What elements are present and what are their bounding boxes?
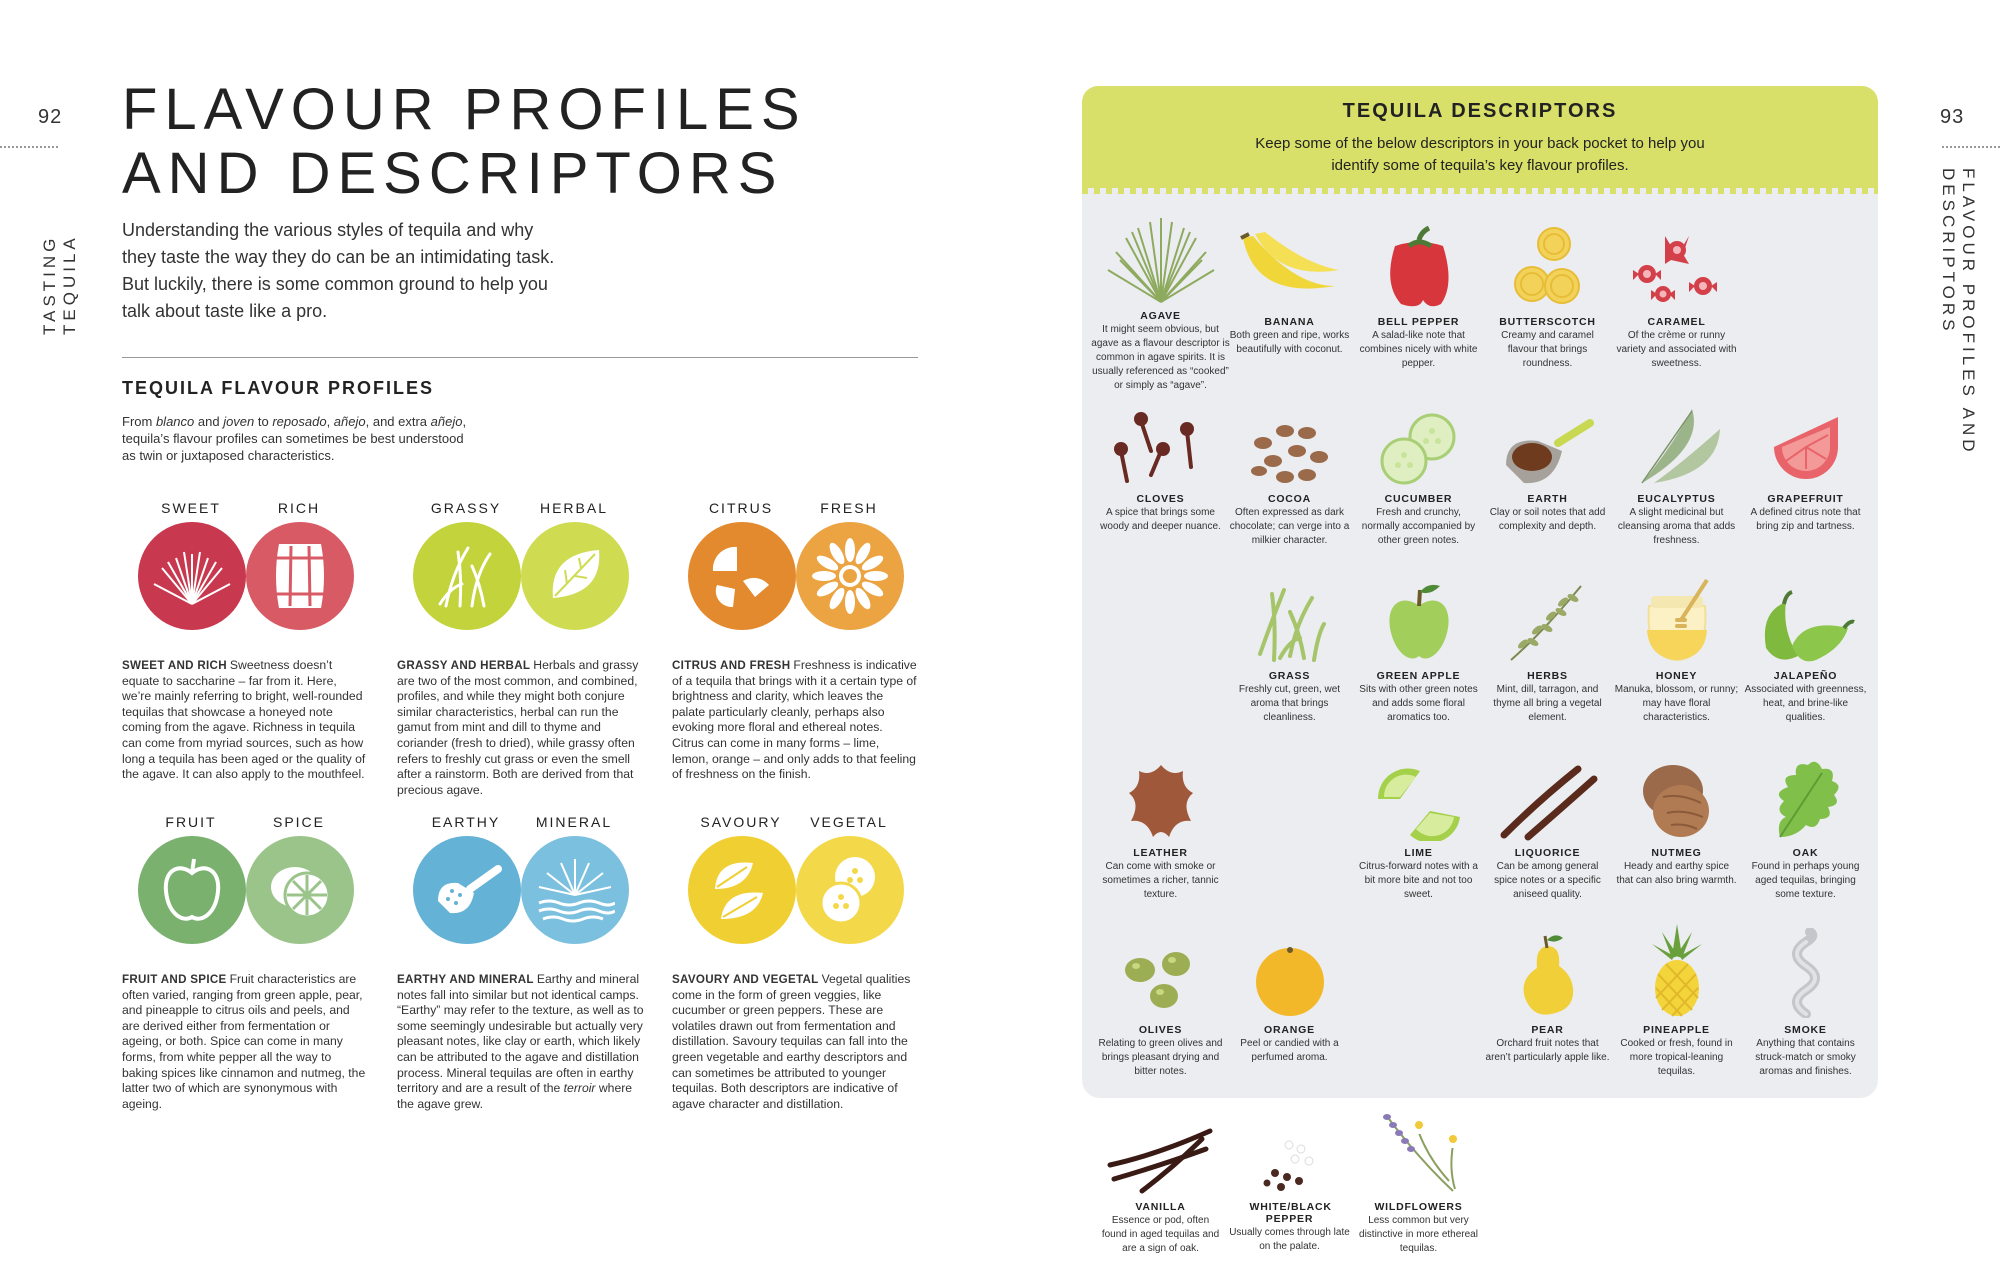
descriptor-name: OAK <box>1792 847 1819 859</box>
grassy-circle <box>413 522 521 630</box>
page-number-right: 93 <box>1940 106 1965 128</box>
oak-leaf-icon <box>1766 757 1846 841</box>
descriptor-name: EUCALYPTUS <box>1637 493 1716 505</box>
profile-description: FRUIT AND SPICE Fruit characteristics are often varied, ranging from green apple, pear, and pineapple to citrus oils and peels, and are derived either from fermentation or ageing, or both. Spice can come in many forms, from white pepper all the way to baking spices like cinnamon and nutmeg, the latter two of which are synonymous with ageing. <box>122 972 366 1111</box>
panel-subtitle: Keep some of the below descriptors in your back pocket to help you identify some of tequila’s key flavour profiles. <box>1255 135 1705 174</box>
side-label-right: FLAVOUR PROFILES AND DESCRIPTORS <box>1939 168 1978 456</box>
leather-icon <box>1121 761 1201 841</box>
descriptors-panel <box>1082 86 1878 1254</box>
descriptor-description: A spice that brings some woody and deeper nuance. <box>1100 507 1221 532</box>
descriptor-description: Sits with other green notes and adds some floral aromatics too. <box>1359 684 1478 723</box>
profile-label-herbal: HERBAL <box>539 500 609 516</box>
descriptor-name: WILDFLOWERS <box>1374 1201 1463 1213</box>
descriptor-caramel <box>1612 214 1741 391</box>
descriptor-nutmeg <box>1612 745 1741 922</box>
orange-icon <box>1250 938 1330 1018</box>
grass-icon <box>1250 584 1330 664</box>
descriptor-pear <box>1483 922 1612 1099</box>
descriptor-name: HERBS <box>1527 670 1568 682</box>
panel-header <box>1082 86 1878 188</box>
descriptor-name: ORANGE <box>1264 1024 1315 1036</box>
profile-description: SAVOURY AND VEGETAL Vegetal qualities come in the form of green veggies, like cucumber or green peppers. These are volatiles drawn out from fermentation and distillation. Savoury tequilas can fall into the green vegetable and earthy descriptors and can sometimes be attributed to younger tequilas. Both descriptors are indicative of agave character and distillation. <box>672 972 911 1111</box>
green-apple-icon <box>1384 580 1454 664</box>
section-divider <box>122 357 918 358</box>
bell-pepper-icon <box>1379 224 1459 310</box>
citrus-circle <box>688 522 796 630</box>
nutmeg-icon <box>265 857 335 923</box>
mineral-circle <box>521 836 629 944</box>
profile-label-sweet: SWEET <box>161 500 221 516</box>
descriptor-name: CLOVES <box>1136 493 1185 505</box>
descriptor-description: Manuka, blossom, or runny; may have floral characteristics. <box>1614 684 1739 723</box>
descriptor-description: Cooked or fresh, found in more tropical-leaning tequilas. <box>1620 1038 1733 1077</box>
profile-label-fruit: FRUIT <box>165 814 217 830</box>
nutmeg-icon <box>1637 757 1717 841</box>
descriptor-cloves <box>1096 391 1225 568</box>
profile-grassy-herbal <box>397 500 657 798</box>
butterscotch-icon <box>1508 224 1588 310</box>
descriptor-description: Can be among general spice notes or a specific aniseed quality. <box>1494 861 1601 900</box>
herbs-icon <box>1503 582 1593 664</box>
profile-label-fresh: FRESH <box>820 500 878 516</box>
leaf-icon <box>543 544 607 608</box>
herbal-circle <box>521 522 629 630</box>
agave-icon <box>152 546 232 606</box>
spinach-icon <box>707 855 777 925</box>
panel-title: TEQUILA DESCRIPTORS <box>1342 100 1618 122</box>
wildflowers-icon <box>1369 1109 1469 1195</box>
olives-icon <box>1116 942 1206 1018</box>
descriptor-wildflowers <box>1354 1099 1483 1276</box>
descriptor-name: PINEAPPLE <box>1643 1024 1710 1036</box>
descriptor-description: Relating to green olives and brings pleasant drying and bitter notes. <box>1098 1038 1223 1077</box>
descriptor-name: WHITE/BLACK PEPPER <box>1249 1201 1332 1225</box>
descriptor-name: CARAMEL <box>1647 316 1706 328</box>
descriptor-description: Heady and earthy spice that can also bring warmth. <box>1616 861 1737 886</box>
profile-label-earthy: EARTHY <box>431 814 501 830</box>
descriptor-olives <box>1096 922 1225 1099</box>
rich-circle <box>246 522 354 630</box>
title-line-2: AND DESCRIPTORS <box>122 141 784 206</box>
descriptor-description: A defined citrus note that bring zip and tartness. <box>1750 507 1861 532</box>
descriptor-name: BUTTERSCOTCH <box>1499 316 1596 328</box>
panel-header-edge <box>1082 188 1878 194</box>
descriptor-lime <box>1354 745 1483 922</box>
page-number-left: 92 <box>38 106 63 128</box>
caramel-icon <box>1627 230 1727 310</box>
profile-label-citrus: CITRUS <box>708 500 774 516</box>
descriptor-description: Found in perhaps young aged tequilas, bringing some texture. <box>1751 861 1860 900</box>
profile-description: GRASSY AND HERBAL Herbals and grassy are two of the most common, and combined, profiles, and while they might both conjure similar characteristics, herbal can run the gamut from mint and dill to thyme and coriander (fresh to dried), while grassy often refers to freshly cut grass or even the smell after a rainstorm. Both are derived from that precious agave. <box>397 658 639 797</box>
profile-label-rich: RICH <box>277 500 321 516</box>
profile-citrus-fresh <box>672 500 932 783</box>
descriptor-name: LIME <box>1404 847 1433 859</box>
profile-description: CITRUS AND FRESH Freshness is indicative of a tequila that brings with it a certain type of brightness and clarity, which leaves the palate particularly cleanly, perhaps also evoking more floral and ethereal notes. Citrus can come in many forms – lime, lemon, orange – and only adds to that feeling of freshness on the finish. <box>672 658 917 782</box>
descriptor-vanilla <box>1096 1099 1225 1276</box>
descriptor-name: LIQUORICE <box>1514 847 1581 859</box>
descriptor-description: A slight medicinal but cleansing aroma that adds freshness. <box>1617 507 1736 546</box>
vegetal-circle <box>796 836 904 944</box>
descriptor-description: Usually comes through late on the palate. <box>1229 1227 1350 1252</box>
descriptor-name: BANANA <box>1264 316 1315 328</box>
descriptor-description: Associated with greenness, heat, and brine-like qualities. <box>1744 684 1867 723</box>
liquorice-icon <box>1498 761 1598 841</box>
descriptor-description: Peel or candied with a perfumed aroma. <box>1240 1038 1339 1063</box>
savoury-circle <box>688 836 796 944</box>
descriptor-orange <box>1225 922 1354 1099</box>
descriptor-bell-pepper <box>1354 214 1483 391</box>
descriptor-earth <box>1483 391 1612 568</box>
descriptor-name: GRASS <box>1268 670 1311 682</box>
descriptor-name: HONEY <box>1655 670 1698 682</box>
descriptor-description: Anything that contains struck-match or smoky aromas and finishes. <box>1755 1038 1856 1077</box>
descriptor-description: Orchard fruit notes that aren’t particularly apple like. <box>1485 1038 1610 1063</box>
profile-earthy-mineral <box>397 814 657 1112</box>
grapefruit-icon <box>1766 407 1846 487</box>
profile-label-mineral: MINERAL <box>535 814 613 830</box>
citrus-slices-icon <box>707 541 777 611</box>
fruit-circle <box>138 836 246 944</box>
trowel-icon <box>430 859 504 921</box>
descriptor-green-apple <box>1354 568 1483 745</box>
descriptor-name: COCOA <box>1267 493 1312 505</box>
descriptor-smoke <box>1741 922 1870 1099</box>
cucumber-icon <box>1374 411 1464 487</box>
profile-label-vegetal: VEGETAL <box>810 814 888 830</box>
profile-label-grassy: GRASSY <box>430 500 502 516</box>
section-title: TEQUILA FLAVOUR PROFILES <box>122 378 434 398</box>
descriptor-name: GRAPEFRUIT <box>1767 493 1844 505</box>
apple-outline-icon <box>160 855 224 925</box>
descriptor-description: Mint, dill, tarragon, and thyme all bring a vegetal element. <box>1493 684 1602 723</box>
profile-label-savoury: SAVOURY <box>700 814 782 830</box>
barrel-icon <box>269 540 331 612</box>
profile-sweet-rich <box>122 500 382 783</box>
descriptor-name: PEAR <box>1531 1024 1564 1036</box>
descriptor-description: A salad-like note that combines nicely with white pepper. <box>1359 330 1478 369</box>
descriptor-honey <box>1612 568 1741 745</box>
descriptor-banana <box>1225 214 1354 391</box>
descriptor-grass <box>1225 568 1354 745</box>
descriptor-name: EARTH <box>1527 493 1568 505</box>
cocoa-icon <box>1245 417 1335 487</box>
descriptor-eucalyptus <box>1612 391 1741 568</box>
grass-icon <box>432 544 502 608</box>
descriptor-leather <box>1096 745 1225 922</box>
descriptor-description: Freshly cut, green, wet aroma that brings cleanliness. <box>1238 684 1341 723</box>
side-label-left: TASTING TEQUILA <box>40 234 79 335</box>
agave-water-icon <box>535 855 615 925</box>
pineapple-icon <box>1642 922 1712 1018</box>
descriptor-name: AGAVE <box>1140 310 1181 322</box>
banana-icon <box>1235 230 1345 310</box>
descriptor-grid <box>1091 214 1878 1276</box>
intro-paragraph: Understanding the various styles of tequila and why they taste the way they do can be an intimidating task. But luckily, there is some common ground to help you talk about taste like a pro. <box>122 220 555 321</box>
spice-circle <box>246 836 354 944</box>
descriptor-butterscotch <box>1483 214 1612 391</box>
sweet-circle <box>138 522 246 630</box>
descriptor-description: Essence or pod, often found in aged tequilas and are a sign of oak. <box>1101 1215 1220 1254</box>
descriptor-description: Citrus-forward notes with a bit more bite and not too sweet. <box>1359 861 1478 900</box>
descriptor-pineapple <box>1612 922 1741 1099</box>
descriptor-herbs <box>1483 568 1612 745</box>
profile-label-spice: SPICE <box>272 814 325 830</box>
descriptor-description: Both green and ripe, works beautifully with coconut. <box>1229 330 1350 355</box>
descriptor-name: LEATHER <box>1133 847 1188 859</box>
descriptor-cucumber <box>1354 391 1483 568</box>
profile-description: SWEET AND RICH Sweetness doesn’t equate to saccharine – far from it. Here, we’re mainly referring to bright, well-rounded tequilas that showcase a honeyed note coming from the agave. Richness in tequila can come from myriad sources, such as how long a tequila has been aged or the quality of the agave. It can also apply to the mouthfeel. <box>122 658 366 782</box>
honey-icon <box>1637 578 1717 664</box>
descriptor-agave <box>1091 214 1230 391</box>
pear-icon <box>1513 932 1583 1018</box>
descriptor-name: BELL PEPPER <box>1377 316 1460 328</box>
earth-icon <box>1498 417 1598 487</box>
descriptor-description: Fresh and crunchy, normally accompanied by other green notes. <box>1361 507 1476 546</box>
flower-icon <box>811 537 889 615</box>
cloves-icon <box>1111 411 1211 487</box>
peppercorns-icon <box>1255 1135 1325 1195</box>
profile-fruit-spice <box>122 814 382 1112</box>
descriptor-description: Less common but very distinctive in more ethereal tequilas. <box>1359 1215 1478 1254</box>
smoke-icon <box>1776 928 1836 1018</box>
descriptor-description: It might seem obvious, but agave as a flavour descriptor is common in agave spirits. It is usually referenced as “cooked” or simply as “agave”. <box>1091 324 1230 391</box>
eucalyptus-icon <box>1632 407 1722 487</box>
descriptor-name: OLIVES <box>1138 1024 1183 1036</box>
lime-icon <box>1374 765 1464 841</box>
fresh-circle <box>796 522 904 630</box>
descriptor-description: Often expressed as dark chocolate; can verge into a milkier character. <box>1229 507 1350 546</box>
page-number-divider-left <box>0 146 58 148</box>
descriptor-description: Creamy and caramel flavour that brings roundness. <box>1501 330 1594 369</box>
jalapeno-icon <box>1756 588 1856 664</box>
cucumber-slices-icon <box>813 853 887 927</box>
descriptor-name: SMOKE <box>1784 1024 1827 1036</box>
title-line-1: FLAVOUR PROFILES <box>122 77 807 142</box>
page-number-divider-right <box>1942 146 2000 148</box>
profile-savoury-vegetal <box>672 814 932 1112</box>
descriptor-oak <box>1741 745 1870 922</box>
descriptor-name: GREEN APPLE <box>1376 670 1461 682</box>
profile-description: EARTHY AND MINERAL Earthy and mineral notes fall into similar but not identical camps. “Earthy” may refer to the texture, as well as to some seemingly undesirable but actually very pleasant notes, like clay or earth, which likely can be attributed to the agave and distillation process. Mineral tequilas are often in earthy territory and are a result of the terroir where the agave grew. <box>397 972 644 1111</box>
earthy-circle <box>413 836 521 944</box>
page-title <box>122 78 807 206</box>
descriptor-description: Can come with smoke or sometimes a richer, tannic texture. <box>1102 861 1219 900</box>
descriptor-name: CUCUMBER <box>1384 493 1453 505</box>
descriptor-name: VANILLA <box>1135 1201 1186 1213</box>
vanilla-icon <box>1106 1125 1216 1195</box>
descriptor-jalapeno <box>1741 568 1870 745</box>
descriptor-description: Clay or soil notes that add complexity and depth. <box>1489 507 1606 532</box>
descriptor-white-black-pepper <box>1225 1099 1354 1276</box>
descriptor-grapefruit <box>1741 391 1870 568</box>
section-intro: From blanco and joven to reposado, añejo, and extra añejo, tequila’s flavour profiles can sometimes be best understood as twin or juxtaposed characteristics. <box>122 414 467 463</box>
descriptor-cocoa <box>1225 391 1354 568</box>
descriptor-name: JALAPEÑO <box>1773 670 1838 682</box>
descriptor-description: Of the crème or runny variety and associated with sweetness. <box>1616 330 1737 369</box>
descriptor-name: NUTMEG <box>1651 847 1702 859</box>
agave-icon <box>1106 214 1216 304</box>
descriptor-liquorice <box>1483 745 1612 922</box>
